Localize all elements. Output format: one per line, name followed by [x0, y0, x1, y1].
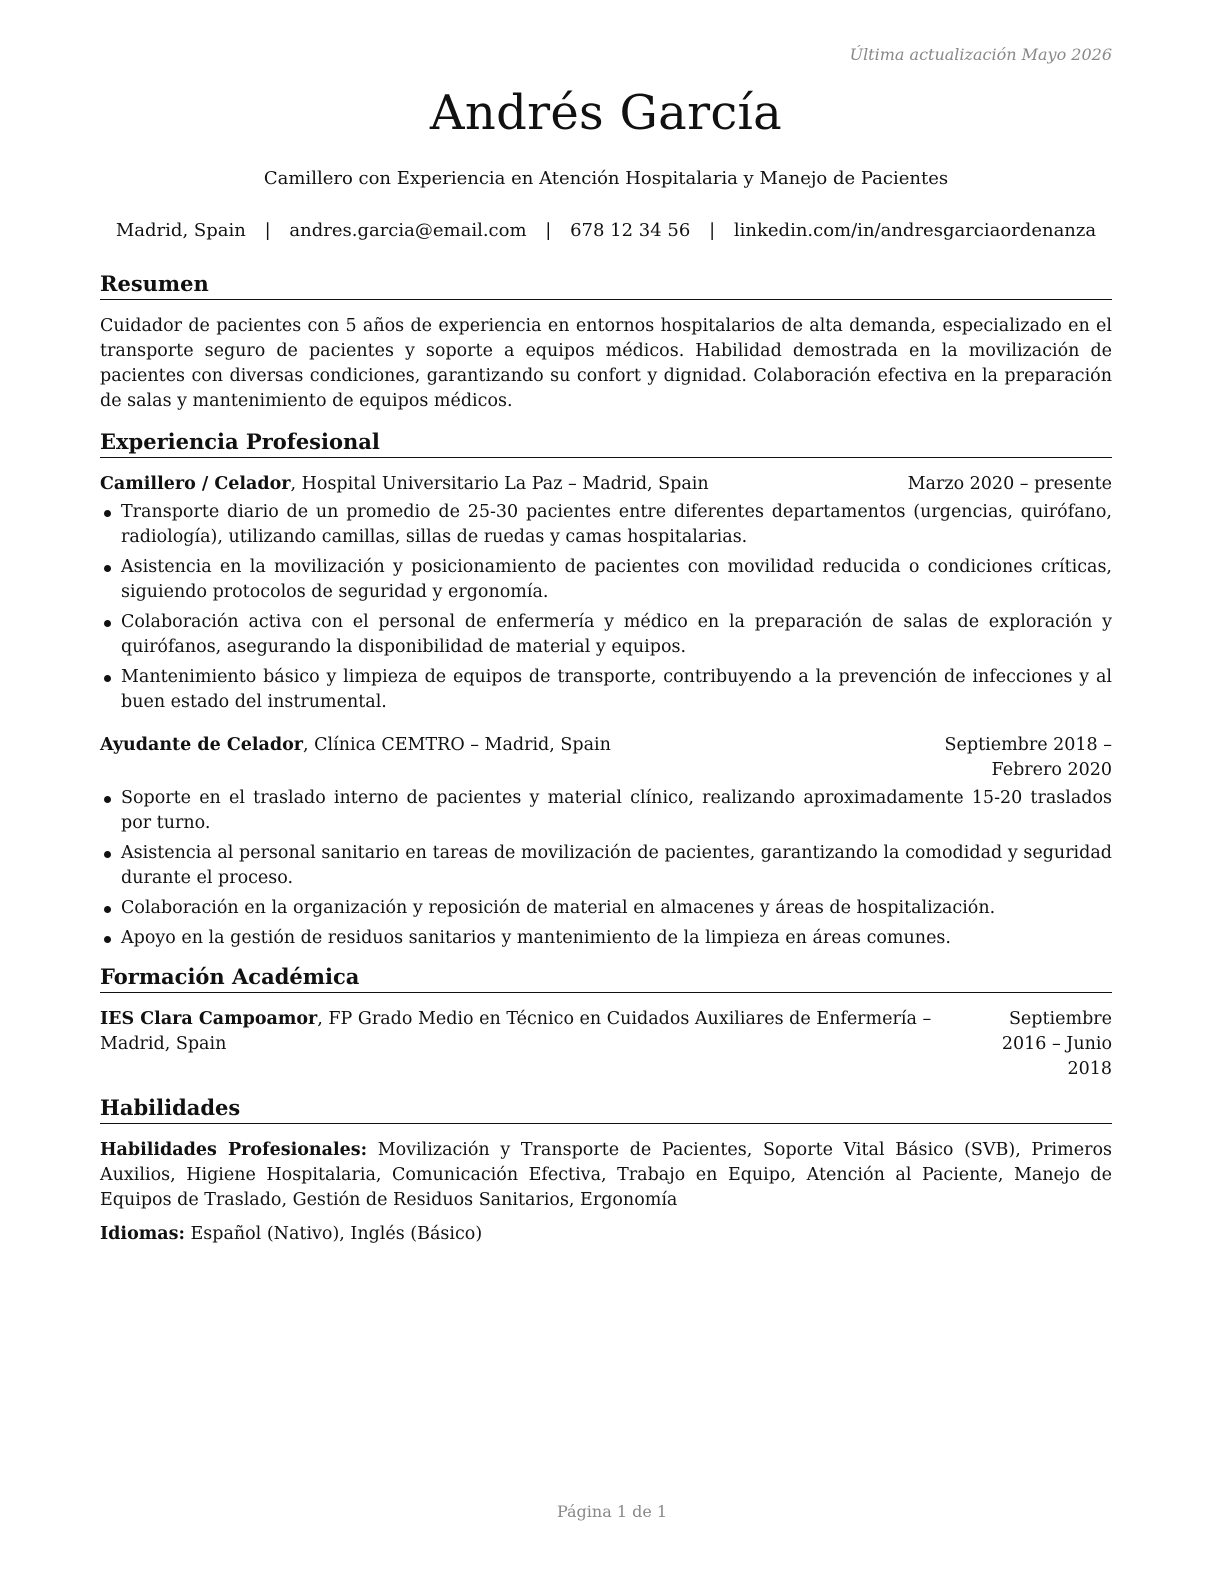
job-bullet: Asistencia en la movilización y posicionamiento de pacientes con movilidad reducida o condiciones críticas, siguiendo protocolos de seguridad y ergonomía. — [100, 555, 1112, 605]
experience-section — [100, 428, 1112, 951]
last-updated: Última actualización Mayo 2026 — [849, 45, 1112, 64]
languages — [100, 1222, 1112, 1247]
professional-skills — [100, 1138, 1112, 1213]
job-bullet: Asistencia al personal sanitario en tareas de movilización de pacientes, garantizando la comodidad y seguridad durante el proceso. — [100, 841, 1112, 891]
contact-line — [100, 220, 1112, 241]
contact-email[interactable]: andres.garcia@email.com — [289, 220, 527, 241]
contact-separator: | — [545, 220, 552, 241]
education-section — [100, 963, 1112, 1082]
summary-section — [100, 270, 1112, 414]
resume-page — [100, 0, 1112, 1584]
job-place: , Clínica CEMTRO – Madrid, Spain — [303, 735, 611, 755]
professional-skills-text: Movilización y Transporte de Pacientes, Soporte Vital Básico (SVB), Primeros Auxilios, Higiene Hospitalaria, Comunicación Efectiva, Trabajo en Equipo, Atención al Paciente, Manejo de Equipos de Traslado, Gestión de Residuos Sanitarios, Ergonomía — [100, 1140, 1112, 1210]
job-title-line — [100, 472, 896, 497]
resume-content — [100, 270, 1112, 1259]
languages-text: Español (Nativo), Inglés (Básico) — [184, 1224, 483, 1244]
job-header — [100, 472, 1112, 497]
section-title-education: Formación Académica — [100, 963, 1112, 993]
job-bullet: Mantenimiento básico y limpieza de equipos de transporte, contribuyendo a la prevención de infecciones y al buen estado del instrumental. — [100, 665, 1112, 715]
job-bullet: Soporte en el traslado interno de pacientes y material clínico, realizando aproximadamente 15-20 traslados por turno. — [100, 786, 1112, 836]
job-entry — [100, 733, 1112, 951]
education-entry — [100, 1007, 1112, 1082]
education-title-line — [100, 1007, 962, 1082]
summary-text: Cuidador de pacientes con 5 años de experiencia en entornos hospitalarios de alta demanda, especializado en el transporte seguro de pacientes y soporte a equipos médicos. Habilidad demostrada en la movilización de pacientes con diversas condiciones, garantizando su confort y dignidad. Colaboración efectiva en la preparación de salas y mantenimiento de equipos médicos. — [100, 316, 1112, 411]
job-bullets — [100, 500, 1112, 715]
education-detail: , FP Grado Medio en Técnico en Cuidados Auxiliares de Enfermería – Madrid, Spain — [100, 1009, 932, 1054]
headline: Camillero con Experiencia en Atención Hospitalaria y Manejo de Pacientes — [263, 168, 949, 189]
job-bullet: Colaboración en la organización y reposición de material en almacenes y áreas de hospitalización. — [100, 896, 1112, 921]
contact-linkedin[interactable]: linkedin.com/in/andresgarciaordenanza — [733, 220, 1097, 241]
education-dates: Septiembre 2016 – Junio 2018 — [1001, 1009, 1112, 1079]
job-bullet: Colaboración activa con el personal de enfermería y médico en la preparación de salas de exploración y quirófanos, asegurando la disponibilidad de material y equipos. — [100, 610, 1112, 660]
contact-phone: 678 12 34 56 — [570, 220, 691, 241]
job-bullet: Apoyo en la gestión de residuos sanitarios y mantenimiento de la limpieza en áreas comunes. — [100, 926, 1112, 951]
job-title-line — [100, 733, 860, 758]
job-role: Ayudante de Celador — [100, 735, 304, 755]
professional-skills-label: Habilidades Profesionales: — [100, 1140, 368, 1160]
job-dates: Septiembre 2018 – Febrero 2020 — [944, 735, 1112, 780]
job-role: Camillero / Celador — [100, 474, 291, 494]
contact-separator: | — [264, 220, 271, 241]
candidate-name: Andrés García — [429, 85, 783, 141]
section-title-summary: Resumen — [100, 270, 1112, 300]
job-header — [100, 733, 1112, 783]
job-bullets — [100, 786, 1112, 951]
section-title-skills: Habilidades — [100, 1094, 1112, 1124]
job-place: , Hospital Universitario La Paz – Madrid, Spain — [290, 474, 709, 494]
job-bullet: Transporte diario de un promedio de 25-30 pacientes entre diferentes departamentos (urgencias, quirófano, radiología), utilizando camillas, sillas de ruedas y camas hospitalarias. — [100, 500, 1112, 550]
section-title-experience: Experiencia Profesional — [100, 428, 1112, 458]
job-dates: Marzo 2020 – presente — [907, 474, 1112, 494]
page-number: Página 1 de 1 — [556, 1502, 668, 1521]
skills-section — [100, 1094, 1112, 1247]
job-entry — [100, 472, 1112, 715]
education-school: IES Clara Campoamor — [100, 1009, 318, 1029]
contact-separator: | — [709, 220, 716, 241]
contact-location: Madrid, Spain — [115, 220, 246, 241]
languages-label: Idiomas: — [100, 1224, 185, 1244]
